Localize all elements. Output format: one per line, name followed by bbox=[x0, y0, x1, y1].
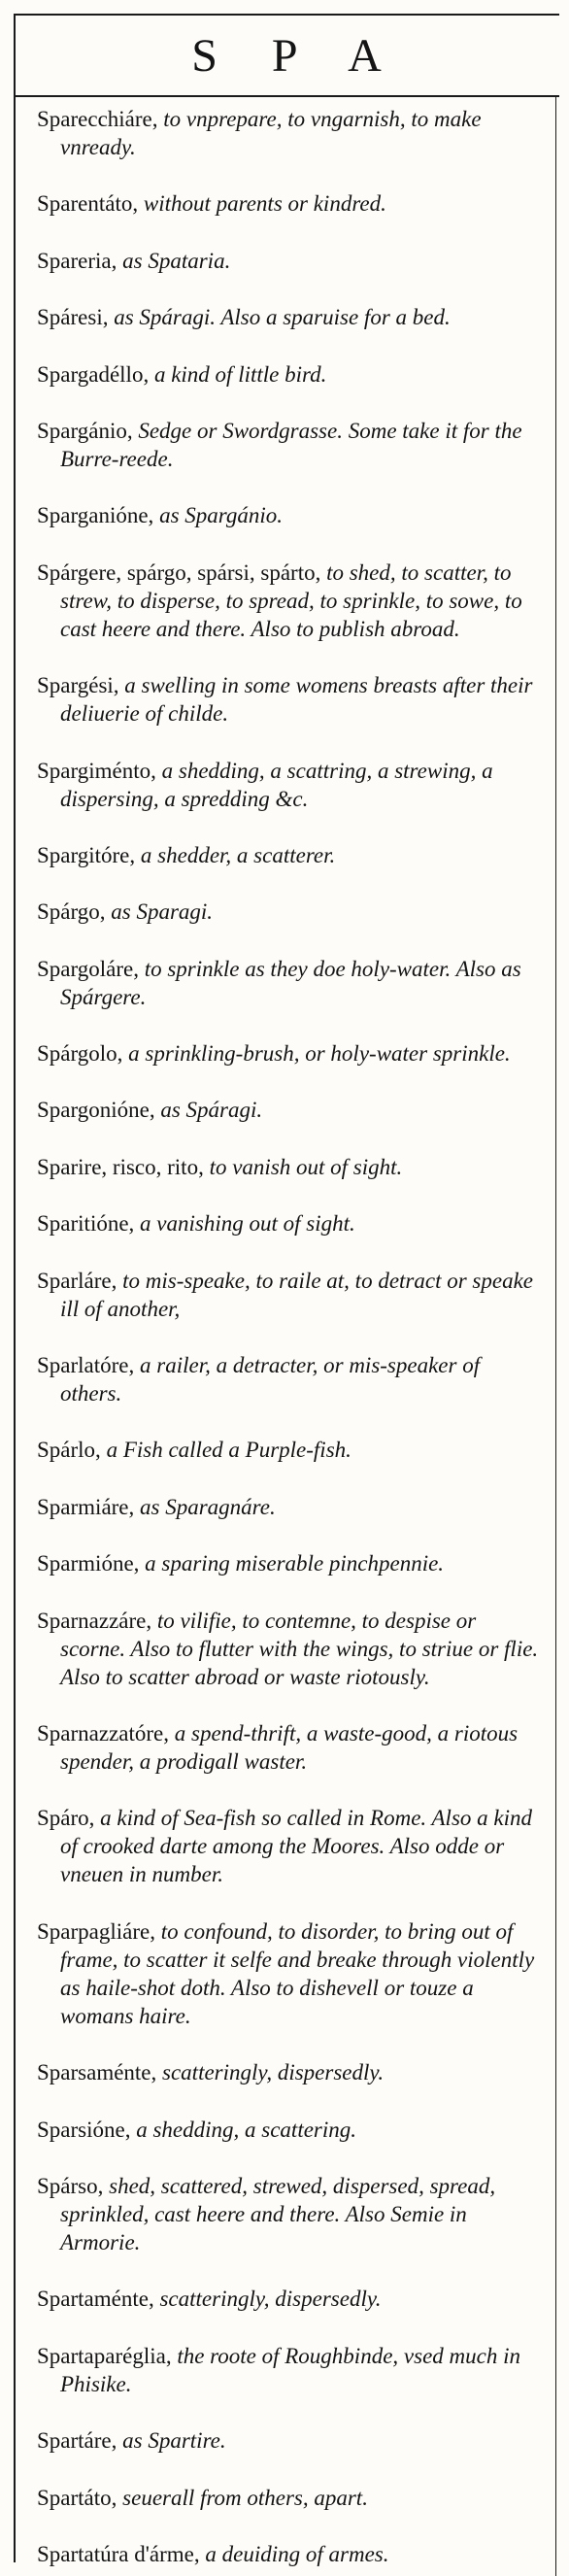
dictionary-entry bbox=[37, 2116, 546, 2144]
entry-definition: seuerall from others, apart. bbox=[117, 2485, 368, 2510]
entry-definition: a deuiding of armes. bbox=[199, 2541, 389, 2566]
entry-headword: Sparpagliáre, bbox=[37, 1918, 155, 1944]
entry-headword: Spárlo, bbox=[37, 1438, 101, 1463]
entry-definition: a swelling in some womens breasts after their deliuerie of childe. bbox=[60, 673, 533, 727]
entry-headword: Sparire, risco, rito, bbox=[37, 1154, 204, 1179]
entry-headword: Spárgere, spárgo, spársi, spárto, bbox=[37, 559, 321, 585]
dictionary-entry bbox=[37, 1436, 546, 1464]
dictionary-entry bbox=[37, 1153, 546, 1181]
entry-definition: Sedge or Swordgrasse. Some take it for the Burre-reede. bbox=[60, 418, 522, 471]
entry-headword: Spartatúra d'árme, bbox=[37, 2541, 200, 2566]
entry-definition: as Sparagnáre. bbox=[134, 1494, 276, 1519]
dictionary-entry bbox=[37, 841, 546, 869]
entry-definition: a shedder, a scatterer. bbox=[135, 842, 336, 867]
entry-definition: as Spáragi. bbox=[154, 1098, 263, 1123]
entry-definition: to vnprepare, to vngarnish, to make vnready. bbox=[60, 107, 482, 159]
entry-headword: Spargánio, bbox=[37, 418, 133, 443]
entry-definition: a shedding, a scattring, a strewing, a dispersing, a spredding &c. bbox=[60, 758, 493, 811]
dictionary-entry bbox=[37, 1351, 546, 1407]
entry-definition: as Spartire. bbox=[117, 2428, 226, 2454]
dictionary-entry bbox=[37, 1096, 546, 1124]
entry-headword: Sparecchiáre, bbox=[37, 107, 158, 131]
dictionary-entry bbox=[37, 2342, 546, 2398]
entry-headword: Sparnazzáre, bbox=[37, 1608, 152, 1633]
entry-headword: Spargonióne, bbox=[37, 1098, 155, 1123]
right-column-rule bbox=[555, 95, 556, 2576]
header-rule bbox=[14, 95, 559, 97]
entry-headword: Spartaménte, bbox=[37, 2287, 154, 2312]
entry-definition: to sprinkle as they doe holy-water. Also as Spárgere. bbox=[60, 956, 521, 1009]
entry-definition: as Spáragi. Also a sparuise for a bed. bbox=[108, 305, 451, 330]
entry-definition: as Spataria. bbox=[117, 248, 231, 273]
entry-headword: Sparitióne, bbox=[37, 1211, 135, 1237]
entry-definition: a vanishing out of sight. bbox=[134, 1211, 355, 1237]
entry-definition: to vilifie, to contemne, to despise or scorne. Also to flutter with the wings, to striue or flie. Also to scatter abroad or waste riotously. bbox=[60, 1608, 539, 1689]
entry-headword: Spargiménto, bbox=[37, 758, 156, 783]
entry-headword: Spargadéllo, bbox=[37, 361, 150, 387]
dictionary-entry bbox=[37, 1493, 546, 1521]
entry-headword: Spáresi, bbox=[37, 305, 109, 330]
entry-definition: to confound, to disorder, to bring out of frame, to scatter it selfe and breake through violently as haile-shot doth. Also to dishevell or touze a womans haire. bbox=[60, 1918, 535, 2028]
entry-headword: Spárgo, bbox=[37, 899, 106, 925]
dictionary-entry bbox=[37, 1719, 546, 1776]
entry-headword: Spargitóre, bbox=[37, 842, 136, 867]
dictionary-entry bbox=[37, 757, 546, 813]
dictionary-entry bbox=[37, 1549, 546, 1577]
entry-headword: Spartaparéglia, bbox=[37, 2343, 172, 2368]
dictionary-entry bbox=[37, 2484, 546, 2512]
dictionary-entry bbox=[37, 303, 546, 331]
entry-definition: a railer, a detracter, or mis-speaker of others. bbox=[60, 1353, 481, 1407]
dictionary-entry bbox=[37, 1917, 546, 2030]
page-header bbox=[14, 16, 559, 95]
entry-headword: Spartáre, bbox=[37, 2428, 117, 2454]
dictionary-entry bbox=[37, 1267, 546, 1323]
dictionary-entry bbox=[37, 2285, 546, 2313]
dictionary-entry bbox=[37, 501, 546, 529]
dictionary-entry bbox=[37, 1607, 546, 1691]
entry-headword: Spárso, bbox=[37, 2173, 104, 2198]
entry-headword: Sparmióne, bbox=[37, 1551, 140, 1576]
dictionary-entry bbox=[37, 247, 546, 275]
left-column-rule bbox=[14, 14, 16, 2562]
entry-headword: Sparganióne, bbox=[37, 503, 154, 528]
dictionary-entry bbox=[37, 955, 546, 1011]
entry-definition: to vanish out of sight. bbox=[203, 1154, 403, 1179]
dictionary-entry bbox=[37, 559, 546, 643]
entry-headword: Sparmiáre, bbox=[37, 1494, 135, 1519]
entry-definition: a kind of Sea-fish so called in Rome. Also a kind of crooked darte among the Moores. Also odde or vneuen in number. bbox=[60, 1806, 532, 1887]
dictionary-entry bbox=[37, 189, 546, 218]
dictionary-entry bbox=[37, 1804, 546, 1888]
entry-definition: a spend-thrift, a waste-good, a riotous spender, a prodigall waster. bbox=[60, 1720, 519, 1774]
entry-definition: shed, scattered, strewed, dispersed, spread, sprinkled, cast heere and there. Also Semie in Armorie. bbox=[60, 2173, 496, 2254]
page-title: S P A bbox=[191, 29, 403, 82]
entry-headword: Spargoláre, bbox=[37, 956, 139, 981]
entry-definition: as Sparagi. bbox=[105, 899, 214, 925]
entry-definition: the roote of Roughbinde, vsed much in Phisike. bbox=[60, 2343, 520, 2396]
entry-definition: without parents or kindred. bbox=[138, 191, 386, 217]
dictionary-entry bbox=[37, 671, 546, 728]
dictionary-entry bbox=[37, 2540, 546, 2568]
entry-definition: to shed, to scatter, to strew, to disperse, to spread, to sprinkle, to sowe, to cast heere and there. Also to publish abroad. bbox=[60, 559, 522, 641]
dictionary-entry bbox=[37, 360, 546, 389]
entry-definition: a Fish called a Purple-fish. bbox=[100, 1438, 351, 1463]
entry-headword: Spáro, bbox=[37, 1806, 95, 1831]
dictionary-entry bbox=[37, 1039, 546, 1068]
dictionary-entry bbox=[37, 1209, 546, 1237]
dictionary-entry bbox=[37, 417, 546, 473]
entry-headword: Sparláre, bbox=[37, 1268, 117, 1293]
entry-headword: Sparlatóre, bbox=[37, 1353, 135, 1378]
entry-headword: Sparsióne, bbox=[37, 2117, 131, 2142]
dictionary-entry bbox=[37, 2426, 546, 2455]
dictionary-entry bbox=[37, 105, 546, 161]
entry-headword: Sparsaménte, bbox=[37, 2060, 157, 2085]
entry-definition: a kind of little bird. bbox=[149, 361, 327, 387]
entry-definition: scatteringly, dispersedly. bbox=[156, 2060, 385, 2085]
entry-headword: Spárgolo, bbox=[37, 1041, 123, 1067]
entry-definition: a sparing miserable pinchpennie. bbox=[139, 1551, 445, 1576]
entry-definition: to mis-speake, to raile at, to detract or speake ill of another, bbox=[60, 1268, 534, 1321]
entry-headword: Spargési, bbox=[37, 673, 119, 698]
entry-definition: a sprinkling-brush, or holy-water sprinkle. bbox=[122, 1041, 511, 1067]
entry-definition: a shedding, a scattering. bbox=[130, 2117, 357, 2142]
entry-list bbox=[37, 105, 546, 2568]
entry-headword: Spartáto, bbox=[37, 2485, 117, 2510]
entry-headword: Sparnazzatóre, bbox=[37, 1720, 170, 1746]
dictionary-entry bbox=[37, 2058, 546, 2086]
entry-definition: as Spargánio. bbox=[153, 503, 284, 528]
entry-headword: Sparentáto, bbox=[37, 191, 139, 217]
dictionary-entry bbox=[37, 898, 546, 926]
entry-definition: scatteringly, dispersedly. bbox=[153, 2287, 382, 2312]
dictionary-entry bbox=[37, 2172, 546, 2256]
entry-headword: Spareria, bbox=[37, 248, 117, 273]
